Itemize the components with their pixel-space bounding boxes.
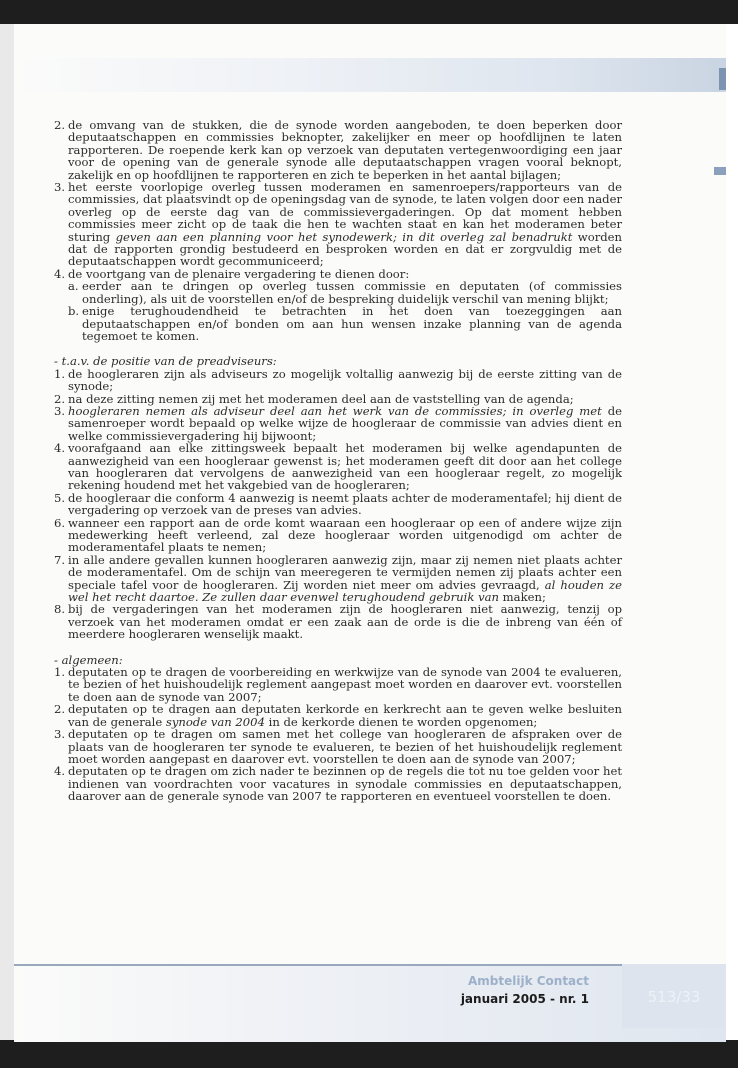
list-item: 4. voorafgaand aan elke zittingsweek bepaalt het moderamen bij welke agendapunten de aanwezigheid van een hoogleraar gewenst is; het moderamen geeft dit door aan het college van hoogleraren dat vervolgens de aanwezigheid van een hoogleraar regelt, zo mogelijk rekening houdend met het vakgebied van de hoogleraren; <box>54 441 622 493</box>
document-body <box>54 119 622 803</box>
list-item: 4. deputaten op te dragen om zich nader te bezinnen op de regels die tot nu toe gelden voor het indienen van voordrachten voor vacatures in synodale commissies en deputaatschappen, daarover aan de generale synode van 2007 te rapporteren en eventueel voorstellen te doen. <box>54 764 622 804</box>
list-item: 1. de hoogleraren zijn als adviseurs zo mogelijk voltallig aanwezig bij de eerste zitting van de synode; <box>54 366 622 394</box>
list-item: 8. bij de vergaderingen van het moderamen zijn de hoogleraren niet aanwezig, tenzij op verzoek van het moderamen omdat er een zaak aan de orde is die de inbreng van één of meerdere hoogleraren wenselijk maakt. <box>54 602 622 642</box>
list-item: 3. hoogleraren nemen als adviseur deel aan het werk van de commissies; in overleg met de samenroeper wordt bepaald op welke wijze de hoogleraar de commissie van advies dient en welke commissievergadering hij bijwoont; <box>54 403 622 443</box>
scan-border-bottom <box>0 1040 738 1068</box>
scan-border-left <box>0 24 14 1040</box>
list-item: 2. deputaten op te dragen aan deputaten kerkorde en kerkrecht aan te geven welke besluiten van de generale synode van 2004 in de kerkorde dienen te worden opgenomen; <box>54 702 622 729</box>
side-tab-marker <box>719 68 726 90</box>
header-band <box>14 58 726 92</box>
publication-title: Ambtelijk Contact <box>467 974 589 988</box>
list-item: 6. wanneer een rapport aan de orde komt waaraan een hoogleraar op een of andere wijze zijn medewerking heeft verleend, zal deze hoogleraar worden uitgenodigd om achter de moderamentafel plaats te nemen; <box>54 515 622 555</box>
section-heading-preadviseurs: - t.a.v. de positie van de preadviseurs: <box>54 354 277 369</box>
list-continuation <box>54 119 622 342</box>
page-number: 513/33 <box>647 988 701 1006</box>
footer-band <box>14 964 726 1042</box>
list-item: 3. deputaten op te dragen om samen met het college van hoogleraren de afspraken over de plaats van de hoogleraren ter synode te evalueren, te bezien of het huishoudelijk reglement moet worden aangepast en daarover evt. voorstellen te doen aan de synode van 2007; <box>54 727 622 766</box>
list-item: 4. de voortgang van de plenaire vergadering te dienen door: a. eerder aan te dringen op overleg tussen commissie en deputaten (of commissies onderling), als uit de voorstellen en/of de bespreking duidelijk verschil van mening blijkt; b. enige terughoudendheid te betrachten in het doen van toezeggingen aan deputaatschappen en/of bonden om aan hun wensen inzake planning van de agenda tegemoet te komen. <box>54 266 622 343</box>
list-item: 1. deputaten op te dragen de voorbereiding en werkwijze van de synode van 2004 te evalueren, te bezien of het huishoudelijk reglement aangepast moet worden en daarover evt. voorstellen te doen aan de synode van 2007; <box>54 665 622 704</box>
list-item: 2. na deze zitting nemen zij met het moderamen deel aan de vaststelling van de agenda; <box>54 391 574 406</box>
section-heading-algemeen: - algemeen: <box>54 652 123 667</box>
side-tab-marker <box>714 167 726 175</box>
scan-border-top <box>0 0 738 24</box>
footer-divider <box>14 964 726 966</box>
sub-list-item: a. eerder aan te dringen op overleg tussen commissie en deputaten (of commissies onderling), als uit de voorstellen en/of de bespreking duidelijk verschil van mening blijkt; <box>68 279 622 306</box>
issue-label: januari 2005 - nr. 1 <box>460 992 589 1006</box>
list-item: 3. het eerste voorlopige overleg tussen moderamen en samenroepers/rapporteurs van de commissies, dat plaatsvindt op de openingsdag van de synode, te laten volgen door een nader overleg op de eerste dag van de commissievergaderingen. Op dat moment hebben commissies meer zicht op de taak die hen te wachten staat en kan het moderamen beter sturing geven aan een planning voor het synodewerk; in dit overleg zal benadrukt worden dat de rapporten grondig bestudeerd en besproken worden en dat er zorgvuldig met de deputaatschappen wordt gecommuniceerd; <box>54 180 623 269</box>
list-preadviseurs <box>54 368 622 641</box>
list-item: 5. de hoogleraar die conform 4 aanwezig is neemt plaats achter de moderamentafel; hij dient de vergadering op verzoek van de preses van advies. <box>54 490 622 518</box>
list-algemeen <box>54 666 622 802</box>
list-item: 7. in alle andere gevallen kunnen hoogleraren aanwezig zijn, maar zij nemen niet plaats achter de moderamentafel. Om de schijn van meeregeren te vermijden nemen zij plaats achter een speciale tafel voor de hoogleraren. Zij worden niet meer om advies gevraagd, al houden ze wel het recht daartoe. Ze zullen daar evenwel terughoudend gebruik van maken; <box>54 552 622 605</box>
sub-list-item: b. enige terughoudendheid te betrachten in het doen van toezeggingen aan deputaatschappen en/of bonden om aan hun wensen inzake planning van de agenda tegemoet te komen. <box>68 304 622 343</box>
document-page <box>14 24 726 1040</box>
list-item: 2. de omvang van de stukken, die de synode worden aangeboden, te doen beperken door deputaatschappen en commissies beknopter, zakelijker en meer op hoofdlijnen te laten rapporteren. De roepende kerk kan op verzoek van deputaten vertegenwoordiging een jaar voor de opening van de generale synode alle deputaatschappen vragen vooral beknopt, zakelijk en op hoofdlijnen te rapporteren en zich te beperken in het aantal bijlagen; <box>54 118 622 182</box>
